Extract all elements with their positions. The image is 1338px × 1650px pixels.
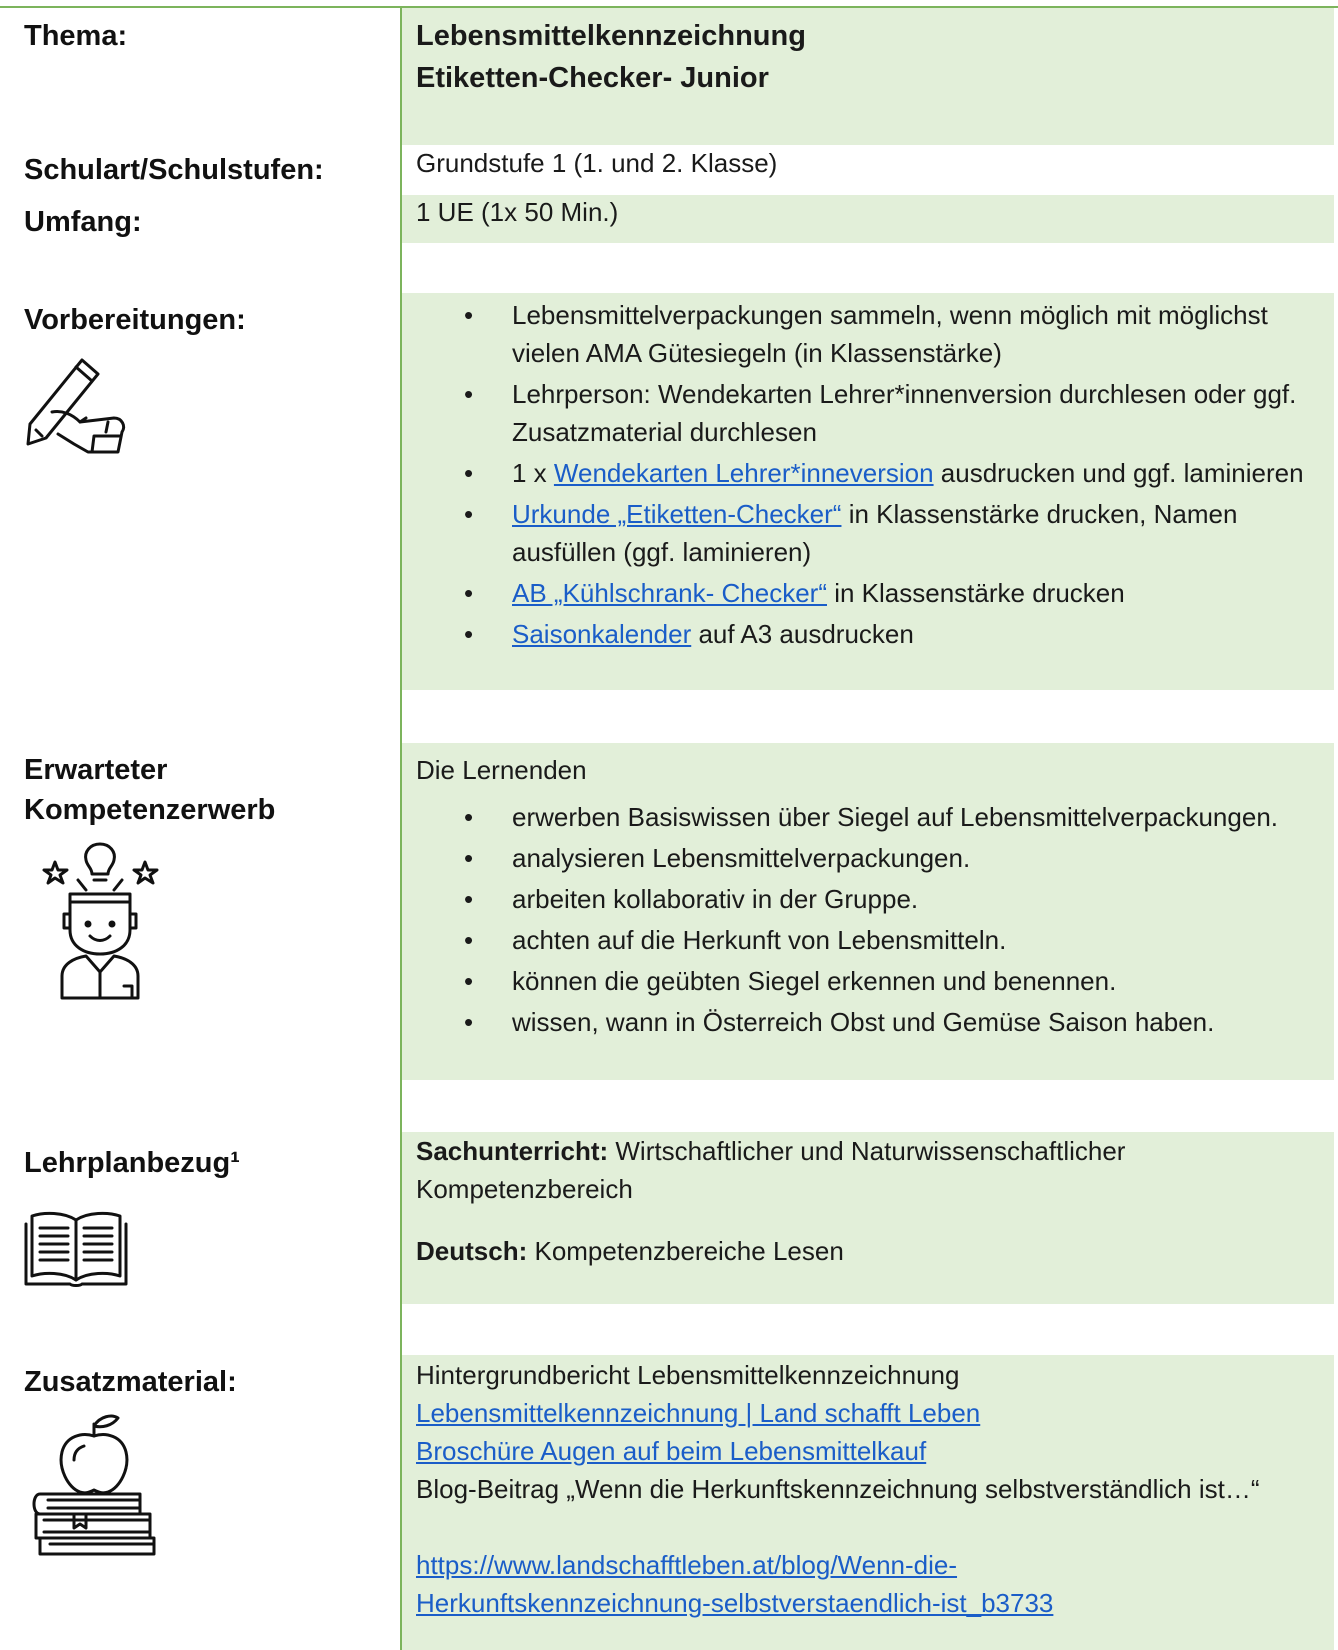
bullet: • bbox=[464, 802, 474, 832]
list-item bbox=[416, 296, 1316, 372]
urkunde-link[interactable]: Urkunde „Etiketten-Checker“ bbox=[512, 499, 842, 529]
kompetenz-label-line1: Erwarteter bbox=[24, 754, 168, 786]
thema-title-line1: Lebensmittelkennzeichnung bbox=[416, 20, 806, 52]
wendekarten-link[interactable]: Wendekarten Lehrer*inneversion bbox=[553, 458, 934, 488]
zusatz-link1-wrap bbox=[416, 1394, 980, 1432]
deutsch-label: Deutsch: bbox=[416, 1236, 528, 1266]
item-text: auf A3 ausdrucken bbox=[691, 619, 914, 649]
list-item bbox=[416, 615, 1316, 653]
list-item bbox=[416, 454, 1316, 492]
deutsch-text: Kompetenzbereiche Lesen bbox=[527, 1236, 844, 1266]
blog-url-link[interactable] bbox=[416, 1550, 1053, 1618]
list-item bbox=[416, 375, 1316, 451]
bullet: • bbox=[464, 966, 474, 996]
bullet: • bbox=[464, 843, 474, 873]
list-item bbox=[416, 574, 1316, 612]
item-text: ausdrucken und ggf. laminieren bbox=[933, 458, 1304, 488]
hand-writing-icon bbox=[22, 352, 132, 457]
list-item bbox=[416, 839, 1316, 877]
item-text: arbeiten kollaborativ in der Gruppe. bbox=[512, 884, 919, 914]
list-item bbox=[416, 962, 1316, 1000]
item-text: in Klassenstärke drucken, Namen ausfüllen (ggf. laminieren) bbox=[512, 499, 1238, 567]
item-text: achten auf die Herkunft von Lebensmitteln. bbox=[512, 925, 1007, 955]
thema-label: Thema: bbox=[24, 20, 128, 52]
bullet: • bbox=[464, 578, 474, 608]
thema-value bbox=[416, 15, 806, 99]
learner-idea-icon bbox=[40, 840, 160, 1000]
saisonkalender-link[interactable]: Saisonkalender bbox=[512, 619, 692, 649]
zusatz-line2: Blog-Beitrag „Wenn die Herkunftskennzeichnung selbstverständlich ist…“ bbox=[416, 1474, 1260, 1504]
item-text: analysieren Lebensmittelverpackungen. bbox=[512, 843, 971, 873]
list-item bbox=[416, 921, 1316, 959]
zusatz-link2-wrap bbox=[416, 1432, 926, 1470]
schulart-value: Grundstufe 1 (1. und 2. Klasse) bbox=[416, 148, 778, 178]
broschuere-link[interactable]: Broschüre Augen auf beim Lebensmittelkauf bbox=[416, 1436, 927, 1466]
kompetenz-label bbox=[24, 750, 275, 830]
zusatz-link3-wrap bbox=[416, 1546, 1053, 1622]
zusatz-line1: Hintergrundbericht Lebensmittelkennzeichnung bbox=[416, 1360, 960, 1390]
list-item bbox=[416, 880, 1316, 918]
umfang-label: Umfang: bbox=[24, 206, 142, 238]
thema-title-line2: Etiketten-Checker- Junior bbox=[416, 62, 769, 94]
lehrplan-label: Lehrplanbezug¹ bbox=[24, 1147, 240, 1179]
apple-books-icon bbox=[30, 1412, 160, 1557]
kompetenz-list bbox=[416, 798, 1316, 1044]
lehrplan-sachunterricht bbox=[416, 1132, 1316, 1208]
item-text: wissen, wann in Österreich Obst und Gemüse Saison haben. bbox=[512, 1007, 1215, 1037]
bullet: • bbox=[464, 1007, 474, 1037]
bullet: • bbox=[464, 925, 474, 955]
item-text-pre: 1 x bbox=[512, 458, 554, 488]
kuehlschrank-checker-link[interactable]: AB „Kühlschrank- Checker“ bbox=[512, 578, 827, 608]
blog-url-part1: https://www.landschafftleben.at/blog/Wenn-die- bbox=[416, 1550, 958, 1580]
open-book-icon bbox=[24, 1208, 128, 1288]
list-item bbox=[416, 798, 1316, 836]
zusatz-label: Zusatzmaterial: bbox=[24, 1366, 237, 1398]
column-divider bbox=[400, 6, 402, 1650]
item-text: können die geübten Siegel erkennen und benennen. bbox=[512, 966, 1117, 996]
sachunterricht-label: Sachunterricht: bbox=[416, 1136, 609, 1166]
item-text: erwerben Basiswissen über Siegel auf Lebensmittelverpackungen. bbox=[512, 802, 1278, 832]
vorbereitungen-label: Vorbereitungen: bbox=[24, 304, 246, 336]
list-item bbox=[416, 495, 1316, 571]
sachunterricht-text: Wirtschaftlicher und Naturwissenschaftlicher Kompetenzbereich bbox=[416, 1136, 1126, 1204]
lehrplan-deutsch bbox=[416, 1232, 844, 1270]
list-item bbox=[416, 1003, 1316, 1041]
umfang-value: 1 UE (1x 50 Min.) bbox=[416, 197, 619, 227]
item-text: in Klassenstärke drucken bbox=[827, 578, 1125, 608]
bullet: • bbox=[464, 300, 474, 330]
bullet: • bbox=[464, 619, 474, 649]
vorbereitungen-list bbox=[416, 296, 1316, 656]
land-schafft-leben-link[interactable]: Lebensmittelkennzeichnung | Land schafft Leben bbox=[416, 1398, 981, 1428]
bullet: • bbox=[464, 884, 474, 914]
bullet: • bbox=[464, 458, 474, 488]
blog-url-part2: Herkunftskennzeichnung-selbstverstaendlich-ist_b3733 bbox=[416, 1588, 1054, 1618]
item-text: Lehrperson: Wendekarten Lehrer*innenversion durchlesen oder ggf. Zusatzmaterial durchlesen bbox=[512, 379, 1297, 447]
bullet: • bbox=[464, 499, 474, 529]
schulart-label: Schulart/Schulstufen: bbox=[24, 154, 324, 186]
item-text: Lebensmittelverpackungen sammeln, wenn möglich mit möglichst vielen AMA Gütesiegeln (in Klassenstärke) bbox=[512, 300, 1268, 368]
kompetenz-label-line2: Kompetenzerwerb bbox=[24, 794, 276, 826]
bullet: • bbox=[464, 379, 474, 409]
kompetenz-intro: Die Lernenden bbox=[416, 755, 587, 785]
